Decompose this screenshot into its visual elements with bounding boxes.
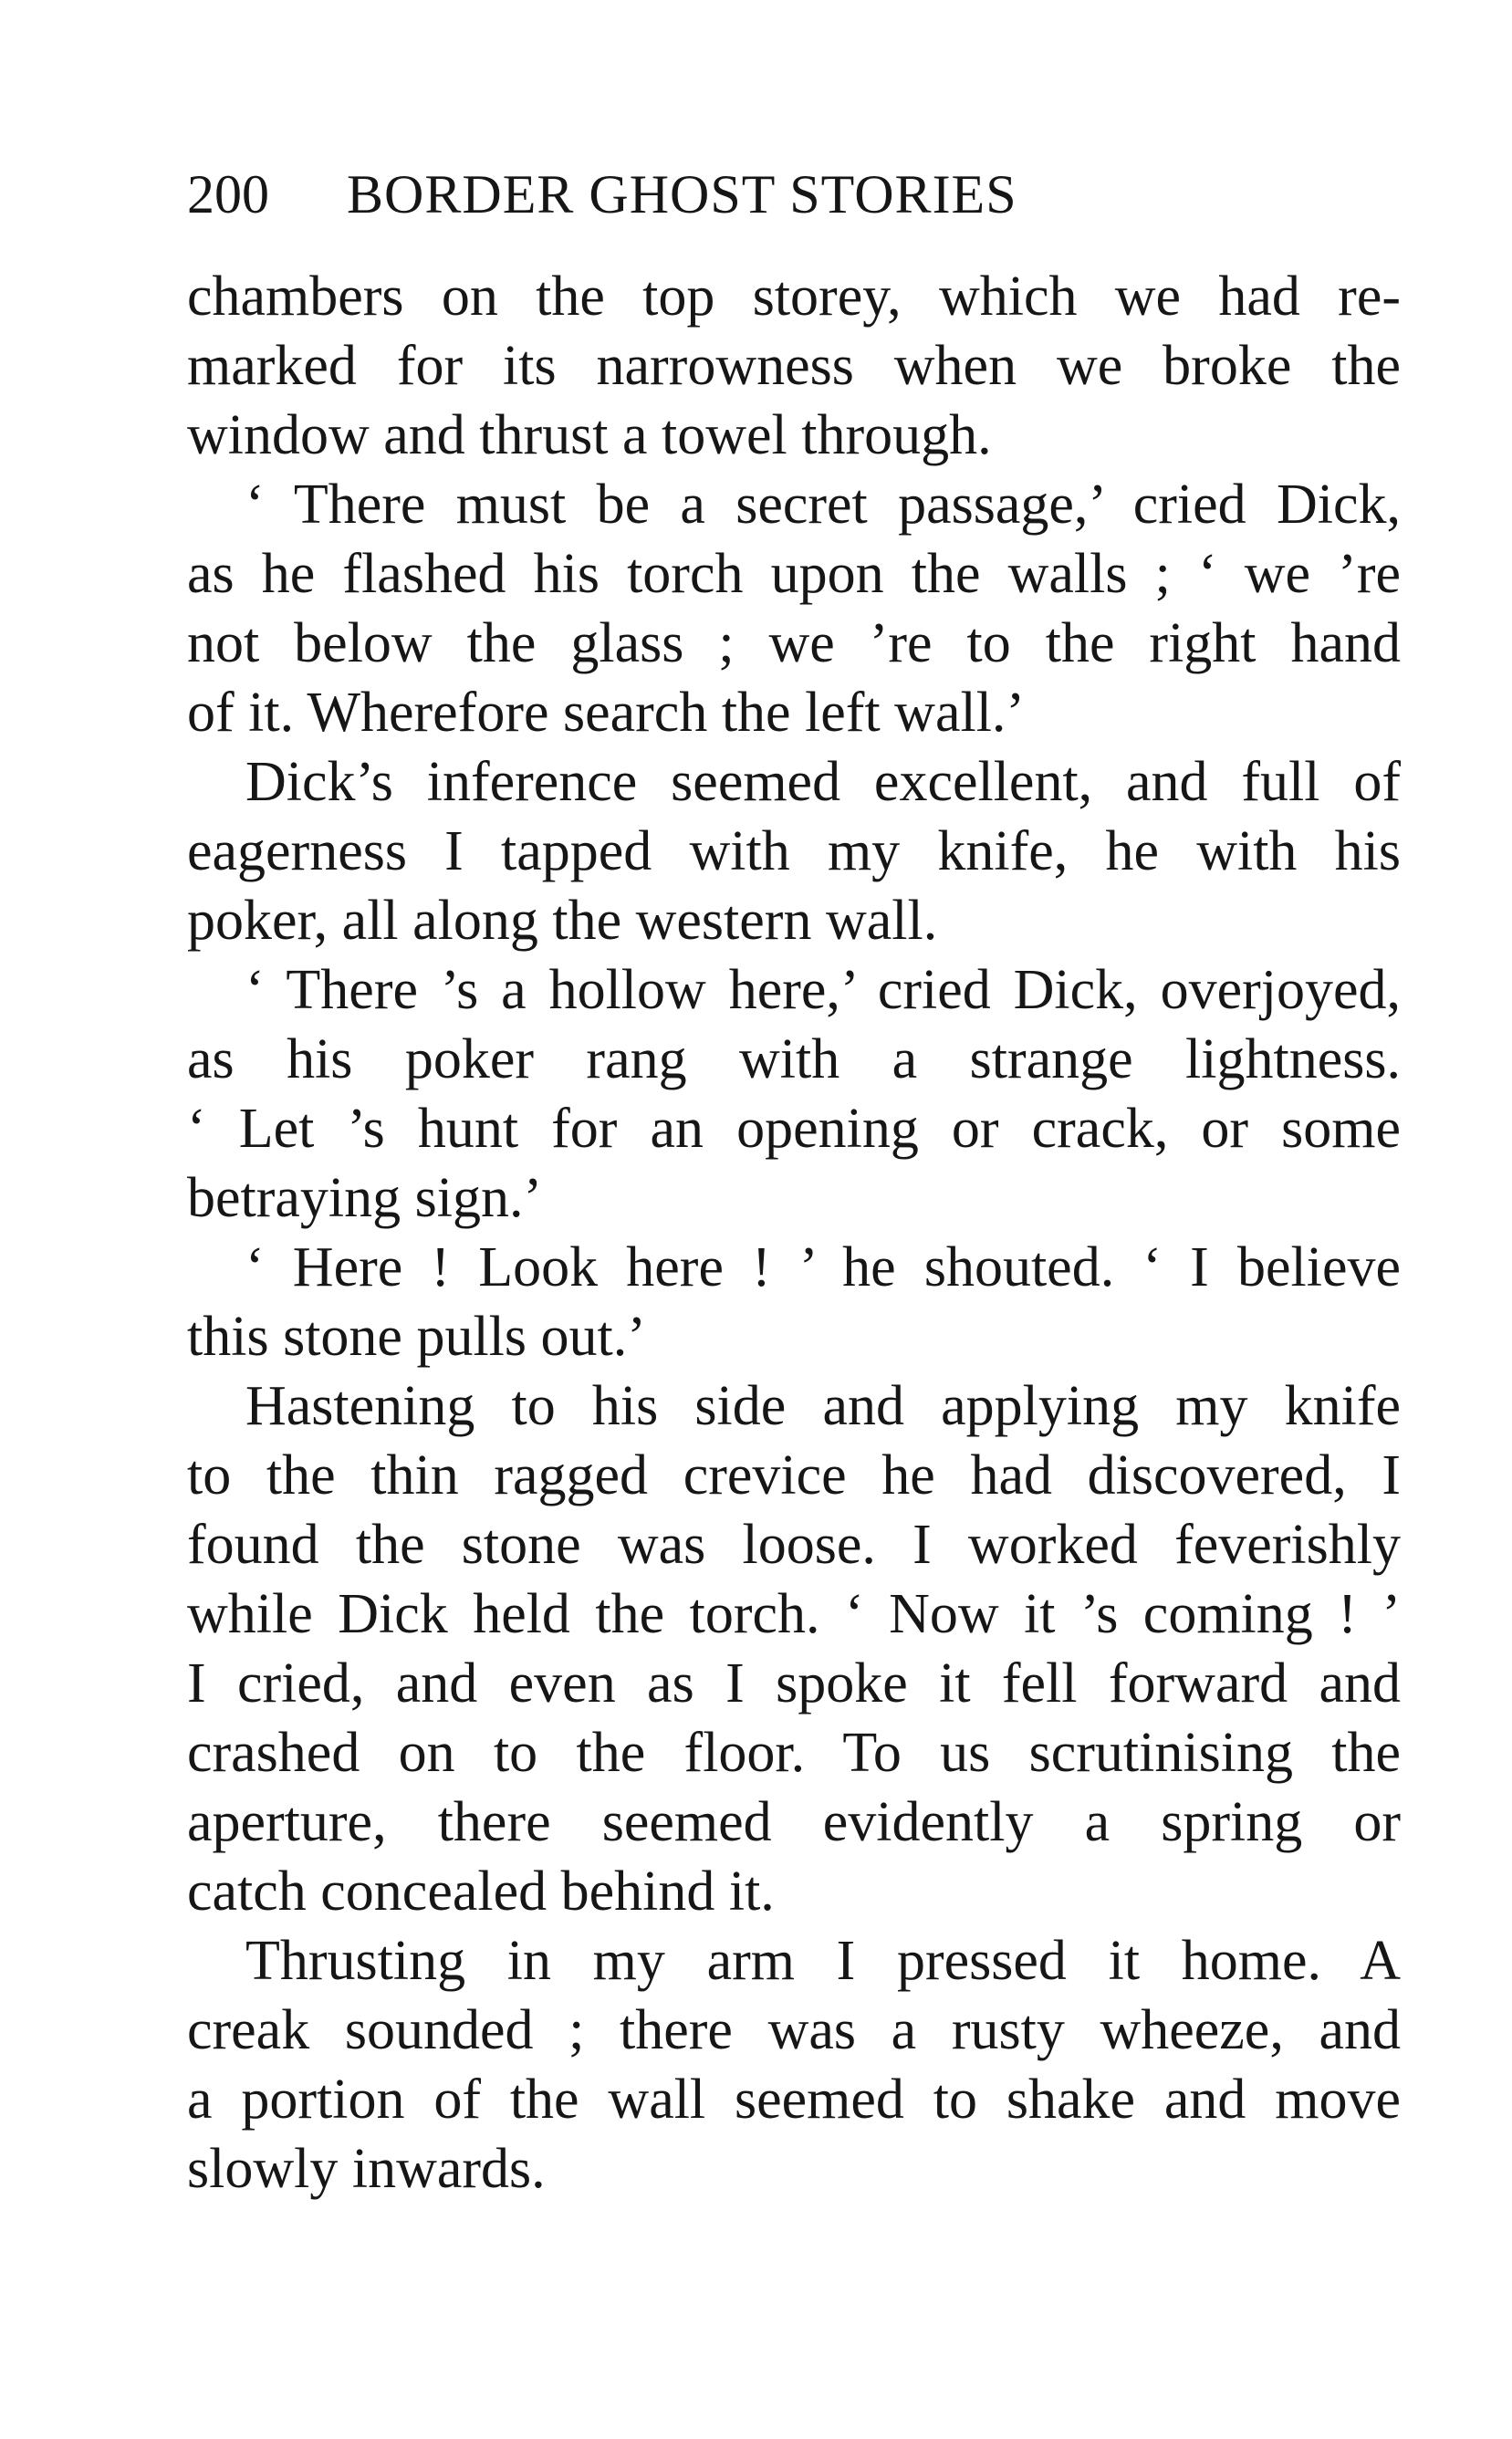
text-line: as his poker rang with a strange lightness. bbox=[187, 1028, 1401, 1090]
text-line: Dick’s inference seemed excellent, and full of bbox=[245, 751, 1401, 813]
page-number: 200 bbox=[187, 164, 269, 224]
text-line: window and thrust a towel through. bbox=[187, 404, 992, 466]
text-line: slowly inwards. bbox=[187, 2138, 546, 2200]
text-line: I cried, and even as I spoke it fell forward and bbox=[187, 1652, 1401, 1715]
running-head: BORDER GHOST STORIES bbox=[347, 164, 1017, 224]
text-line: creak sounded ; there was a rusty wheeze, and bbox=[187, 1999, 1401, 2061]
text-line: Thrusting in my arm I pressed it home. A bbox=[245, 1930, 1401, 1992]
text-line: a portion of the wall seemed to shake and move bbox=[187, 2069, 1401, 2131]
text-line: found the stone was loose. I worked feverishly bbox=[187, 1514, 1401, 1576]
text-line: Hastening to his side and applying my knife bbox=[245, 1375, 1401, 1437]
text-line: as he flashed his torch upon the walls ; ‘ we ’re bbox=[187, 543, 1401, 605]
text-line: eagerness I tapped with my knife, he with his bbox=[187, 820, 1401, 882]
text-line: chambers on the top storey, which we had re- bbox=[187, 266, 1401, 328]
text-line: crashed on to the floor. To us scrutinising the bbox=[187, 1722, 1401, 1784]
text-line: betraying sign.’ bbox=[187, 1167, 543, 1229]
text-line: aperture, there seemed evidently a spring or bbox=[187, 1791, 1401, 1853]
text-line: of it. Wherefore search the left wall.’ bbox=[187, 682, 1026, 744]
text-line: poker, all along the western wall. bbox=[187, 890, 938, 952]
text-line: ‘ There must be a secret passage,’ cried Dick, bbox=[245, 474, 1401, 536]
text-line: to the thin ragged crevice he had discovered, I bbox=[187, 1444, 1401, 1506]
text-line: ‘ Let ’s hunt for an opening or crack, or some bbox=[187, 1098, 1401, 1160]
text-line: marked for its narrowness when we broke the bbox=[187, 335, 1401, 397]
text-line: while Dick held the torch. ‘ Now it ’s coming ! ’ bbox=[187, 1583, 1401, 1645]
page-header bbox=[187, 153, 1410, 235]
text-line: catch concealed behind it. bbox=[187, 1861, 775, 1923]
body-text bbox=[187, 262, 1401, 2204]
text-line: ‘ There ’s a hollow here,’ cried Dick, overjoyed, bbox=[245, 959, 1401, 1021]
text-line: this stone pulls out.’ bbox=[187, 1306, 646, 1368]
text-line: ‘ Here ! Look here ! ’ he shouted. ‘ I believe bbox=[245, 1236, 1401, 1298]
text-line: not below the glass ; we ’re to the right hand bbox=[187, 612, 1401, 674]
